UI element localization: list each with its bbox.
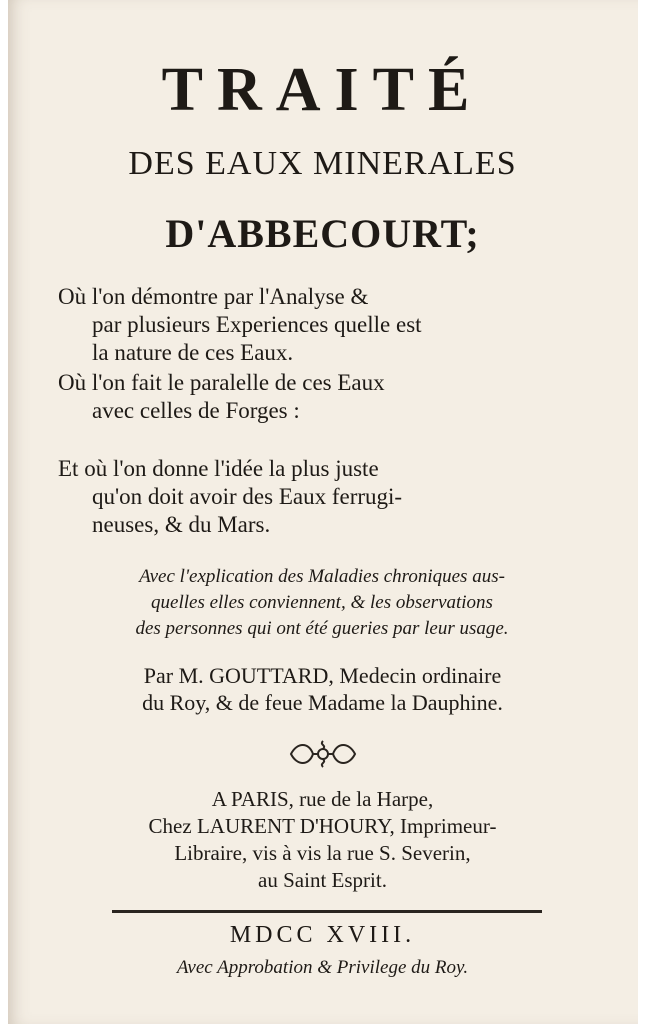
title-traite: TRAITÉ: [161, 56, 484, 124]
explanation-text: [52, 564, 592, 642]
explanation-line: quelles elles conviennent, & les observations: [151, 592, 493, 613]
publication-year: MDCC XVIII.: [229, 922, 416, 948]
imprint-line: Libraire, vis à vis la rue S. Severin,: [174, 841, 471, 865]
fleuron-ornament-icon: [0, 737, 645, 771]
paragraph-forges: [58, 369, 385, 425]
imprint-line: Chez LAURENT D'HOURY, Imprimeur-: [148, 814, 497, 838]
paragraph-line: avec celles de Forges :: [92, 398, 300, 423]
imprint-line: au Saint Esprit.: [258, 868, 387, 892]
imprint-line: A PARIS, rue de la Harpe,: [211, 787, 434, 811]
author-credit: [0, 662, 645, 716]
paragraph-line: la nature de ces Eaux.: [92, 340, 294, 365]
title-eaux-minerales: DES EAUX MINERALES: [128, 145, 517, 182]
paragraph-line: neuses, & du Mars.: [92, 512, 271, 537]
author-line: Par M. GOUTTARD, Medecin ordinaire: [143, 663, 502, 688]
paragraph-line: par plusieurs Experiences quelle est: [92, 312, 422, 337]
explanation-line: des personnes qui ont été gueries par leur usage.: [135, 618, 509, 639]
imprint-address: [0, 786, 645, 894]
paragraph-ferrugineuses: [58, 455, 402, 539]
paragraph-line: Et où l'on donne l'idée la plus juste: [58, 456, 379, 481]
paragraph-line: qu'on doit avoir des Eaux ferrugi-: [92, 484, 403, 509]
title-abbecourt: D'ABBECOURT;: [165, 211, 480, 256]
paragraph-analysis: [58, 283, 422, 367]
paragraph-line: Où l'on fait le paralelle de ces Eaux: [58, 370, 385, 395]
paragraph-line: Où l'on démontre par l'Analyse &: [58, 284, 369, 309]
explanation-line: Avec l'explication des Maladies chroniques aus-: [139, 566, 505, 587]
royal-privilege: Avec Approbation & Privilege du Roy.: [176, 957, 469, 978]
author-line: du Roy, & de feue Madame la Dauphine.: [142, 690, 503, 715]
divider-rule: [112, 910, 542, 913]
